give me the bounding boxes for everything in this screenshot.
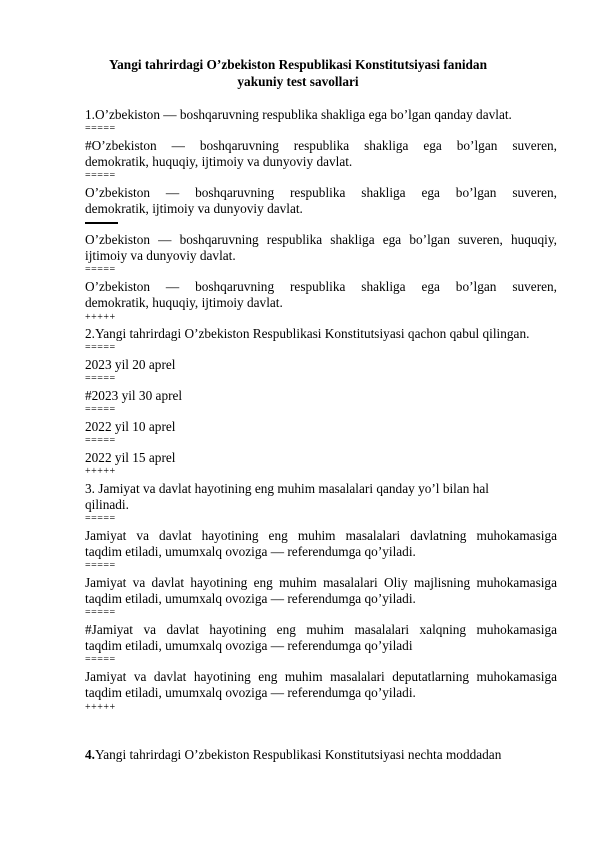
separator: ===== (85, 654, 116, 665)
separator: ===== (85, 342, 116, 353)
separator: ===== (85, 373, 116, 384)
q3-answer-1-line1: Jamiyat va davlat hayotining eng muhim masalalari davlatning muhokamasiga (85, 528, 557, 543)
q1-answer-4-line2: demokratik, huquqiy, ijtimoiy davlat. (85, 295, 283, 310)
question-4-text: Yangi tahrirdagi O’zbekiston Respublikasi Konstitutsiyasi nechta moddadan (94, 747, 502, 762)
q3-answer-3-line1: #Jamiyat va davlat hayotining eng muhim masalalari xalqning muhokamasiga (85, 622, 557, 637)
q3-answer-4-line2: taqdim etiladi, umumxalq ovoziga — referendumga qo’yiladi. (85, 685, 416, 700)
q1-answer-1-line2: demokratik, huquqiy, ijtimoiy va dunyoviy davlat. (85, 154, 353, 169)
q3-answer-3-line2: taqdim etiladi, umumxalq ovoziga — referendumga qo’yiladi (85, 638, 413, 653)
q3-answer-2-line1: Jamiyat va davlat hayotining eng muhim masalalari Oliy majlisning muhokamasiga (85, 575, 557, 590)
question-4-number: 4. (85, 747, 95, 762)
separator: ===== (85, 404, 116, 415)
separator: ===== (85, 607, 116, 618)
question-1: 1.O’zbekiston — boshqaruvning respublika shakliga ega bo’lgan qanday davlat. (85, 107, 512, 122)
q3-answer-1-line2: taqdim etiladi, umumxalq ovoziga — referendumga qo’yiladi. (85, 544, 416, 559)
document-title-line1: Yangi tahrirdagi O’zbekiston Respublikasi Konstitutsiyasi fanidan (109, 57, 487, 72)
q1-answer-1-line1: #O’zbekiston — boshqaruvning respublika shakliga ega bo’lgan suveren, (85, 138, 557, 153)
document-title-line2: yakuniy test savollari (237, 74, 359, 89)
separator: ===== (85, 435, 116, 446)
separator: ===== (85, 123, 116, 134)
question-4 (85, 747, 557, 763)
q1-answer-3-line1: O’zbekiston — boshqaruvning respublika shakliga ega bo’lgan suveren, huquqiy, (85, 232, 557, 247)
separator: ===== (85, 560, 116, 571)
question-3-line1: 3. Jamiyat va davlat hayotining eng muhim masalalari qanday yo’l bilan hal (85, 481, 489, 496)
q1-answer-3-line2: ijtimoiy va dunyoviy davlat. (85, 248, 236, 263)
q3-answer-4-line1: Jamiyat va davlat hayotining eng muhim masalalari deputatlarning muhokamasiga (85, 669, 557, 684)
q3-answer-2-line2: taqdim etiladi, umumxalq ovoziga — referendumga qo’yiladi. (85, 591, 416, 606)
separator: ===== (85, 170, 116, 181)
q1-answer-4-line1: O’zbekiston — boshqaruvning respublika shakliga ega bo’lgan suveren, (85, 279, 557, 294)
separator-rule (85, 222, 118, 224)
q1-answer-2-line2: demokratik, ijtimoiy va dunyoviy davlat. (85, 201, 303, 216)
separator-plus: +++++ (85, 702, 116, 713)
q2-answer-4: 2022 yil 15 aprel (85, 450, 176, 465)
question-2: 2.Yangi tahrirdagi O’zbekiston Respublikasi Konstitutsiyasi qachon qabul qilingan. (85, 326, 530, 341)
q2-answer-2: #2023 yil 30 aprel (85, 388, 183, 403)
q1-answer-2-line1: O’zbekiston — boshqaruvning respublika shakliga ega bo’lgan suveren, (85, 185, 557, 200)
separator-plus: +++++ (85, 312, 116, 323)
q2-answer-1: 2023 yil 20 aprel (85, 357, 176, 372)
q2-answer-3: 2022 yil 10 aprel (85, 419, 176, 434)
separator: ===== (85, 513, 116, 524)
question-3-line2: qilinadi. (85, 497, 129, 512)
separator-plus: +++++ (85, 466, 116, 477)
separator: ===== (85, 264, 116, 275)
